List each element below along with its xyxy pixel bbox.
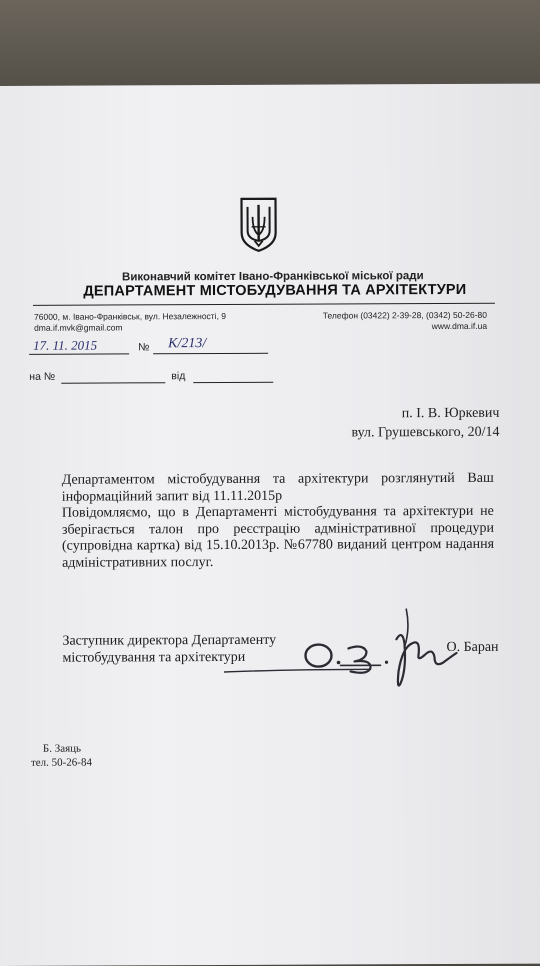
- letterhead-council: Виконавчий комітет Івано-Франківської міської ради: [121, 270, 424, 284]
- on-number-label: на №: [29, 370, 56, 383]
- letterhead-department: ДЕПАРТАМЕНТ МІСТОБУДУВАННЯ ТА АРХІТЕКТУРИ: [83, 281, 467, 300]
- signatory-title-line-1: Заступник директора Департаменту: [62, 632, 277, 649]
- body-paragraph-1: Департаментом містобудування та архітектури розглянутий Ваш інформаційний запит від 11.11.2015р: [61, 470, 494, 505]
- from-date-line: [193, 382, 273, 383]
- letter-page: [0, 84, 540, 966]
- executor-block: [31, 742, 92, 770]
- letterhead-contact-block: [293, 310, 487, 333]
- letter-body: [62, 471, 494, 572]
- number-line: [153, 353, 268, 355]
- executor-name: Б. Заяць: [42, 742, 82, 755]
- handwritten-date: 17. 11. 2015: [33, 337, 98, 353]
- body-paragraph-2: Повідомляємо, що в Департаменті містобудування та архітектури не зберігається талон про реєстрацію адміністративної процедури (супровідна картка) від 15.10.2013р. №67780 виданий центром надання адміністративних послуг.: [61, 503, 495, 571]
- letterhead-address-block: [34, 311, 226, 334]
- recipient-address: вул. Грушевського, 20/14: [351, 424, 500, 441]
- signatory-name: О. Баран: [446, 639, 499, 656]
- on-number-line: [61, 382, 165, 383]
- phone-numbers: Телефон (03422) 2-39-28, (0342) 50-26-80: [322, 309, 488, 321]
- number-label: №: [138, 341, 150, 354]
- executor-phone: тел. 50-26-84: [30, 756, 92, 769]
- postal-address: 76000, м. Івано-Франківськ, вул. Незалежності, 9: [33, 310, 227, 322]
- letterhead-divider: [33, 303, 495, 306]
- trident-emblem-icon: [238, 197, 278, 253]
- signatory-title-line-2: містобудування та архітектури: [62, 649, 246, 666]
- from-label: від: [171, 370, 186, 383]
- website: www.dma.if.ua: [431, 320, 488, 332]
- handwritten-number: К/213/: [168, 336, 207, 352]
- recipient-name: п. І. В. Юркевич: [401, 405, 500, 422]
- recipient-block: [293, 404, 499, 443]
- handwritten-signature-icon: [220, 599, 470, 700]
- email-address: dma.if.mvk@gmail.com: [34, 322, 123, 333]
